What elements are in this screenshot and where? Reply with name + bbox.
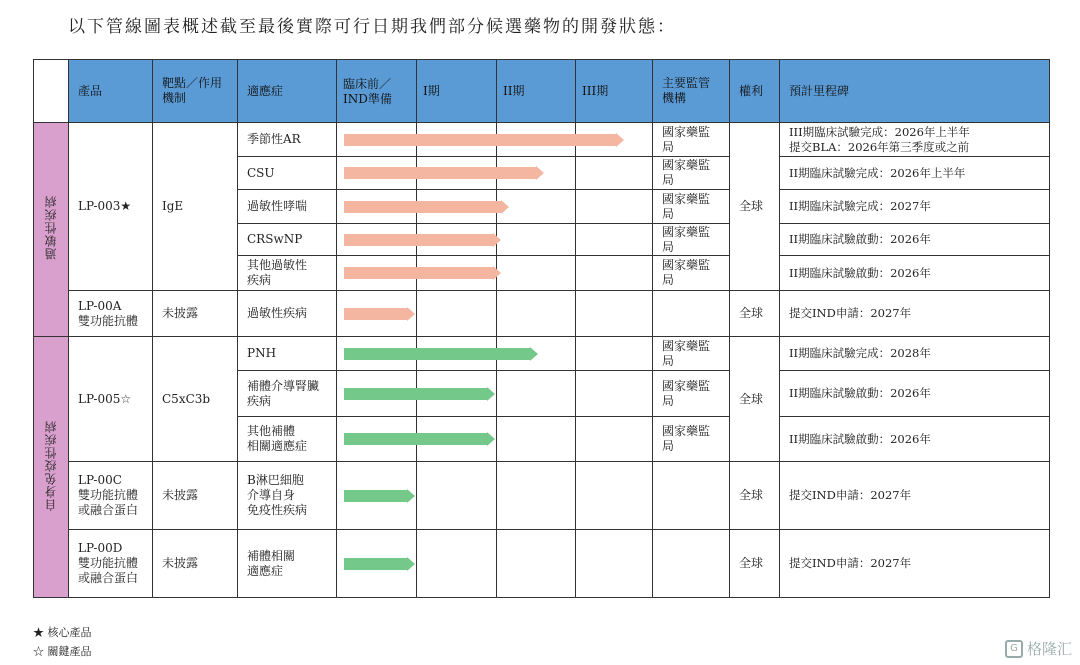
header-phase2: II期: [503, 84, 525, 98]
watermark-logo-icon: G: [1005, 640, 1023, 658]
watermark-text: 格隆汇: [1026, 640, 1072, 658]
product-target: IgE: [153, 123, 238, 291]
progress-cell: [337, 123, 653, 157]
page-title: 以下管線圖表概述截至最後實際可行日期我們部分候選藥物的開發狀態：: [68, 17, 676, 37]
regulator: 國家藥監局: [653, 224, 730, 256]
progress-cell: [337, 530, 653, 598]
progress-cell: [337, 291, 653, 337]
header-rights: 權利: [730, 60, 780, 123]
pipeline-table: [33, 59, 1050, 598]
milestone: II期臨床試驗完成：2027年: [780, 190, 1050, 224]
progress-bar: [344, 308, 407, 320]
indication: B淋巴細胞 介導自身 免疫性疾病: [238, 462, 337, 530]
progress-bar: [344, 201, 501, 213]
product-target: 未披露: [153, 291, 238, 337]
header-corner: [34, 60, 69, 123]
progress-cell: [337, 337, 653, 371]
table-row: [34, 123, 1050, 157]
header-product: 產品: [69, 60, 153, 123]
progress-cell: [337, 371, 653, 417]
indication: CSU: [238, 157, 337, 190]
product-name: LP-00A 雙功能抗體: [69, 291, 153, 337]
indication: 過敏性疾病: [238, 291, 337, 337]
header-phase3: III期: [582, 84, 609, 98]
regulator: [653, 530, 730, 598]
product-target: C5xC3b: [153, 337, 238, 462]
regulator: 國家藥監局: [653, 417, 730, 462]
progress-bar: [344, 388, 487, 400]
rights: 全球: [730, 530, 780, 598]
header-target: 靶點／作用機制: [153, 60, 238, 123]
milestone: 提交IND申請：2027年: [780, 530, 1050, 598]
regulator: 國家藥監局: [653, 190, 730, 224]
product-name: LP-003★: [69, 123, 153, 291]
group-label: [34, 337, 69, 598]
progress-bar: [344, 134, 616, 146]
indication: 其他補體 相關適應症: [238, 417, 337, 462]
indication: 其他過敏性 疾病: [238, 256, 337, 291]
regulator: 國家藥監局: [653, 123, 730, 157]
progress-bar: [344, 490, 407, 502]
header-phases: [337, 60, 653, 123]
progress-cell: [337, 256, 653, 291]
rights: 全球: [730, 462, 780, 530]
regulator: [653, 462, 730, 530]
progress-bar: [344, 558, 407, 570]
progress-bar: [344, 267, 493, 279]
indication: CRSwNP: [238, 224, 337, 256]
milestone: II期臨床試驗啟動：2026年: [780, 256, 1050, 291]
footnote-key: ☆ 關鍵產品: [33, 645, 92, 658]
product-name: LP-00C 雙功能抗體 或融合蛋白: [69, 462, 153, 530]
rights: 全球: [730, 291, 780, 337]
milestone: II期臨床試驗啟動：2026年: [780, 417, 1050, 462]
indication: 過敏性哮喘: [238, 190, 337, 224]
progress-bar: [344, 167, 536, 179]
group-label: [34, 123, 69, 337]
header-row: [34, 60, 1050, 123]
progress-cell: [337, 157, 653, 190]
progress-cell: [337, 417, 653, 462]
milestone: II期臨床試驗啟動：2026年: [780, 224, 1050, 256]
table-row: [34, 337, 1050, 371]
footnote-core: ★ 核心產品: [33, 626, 92, 639]
product-name: LP-00D 雙功能抗體 或融合蛋白: [69, 530, 153, 598]
regulator: [653, 291, 730, 337]
progress-cell: [337, 190, 653, 224]
product-target: 未披露: [153, 462, 238, 530]
progress-cell: [337, 462, 653, 530]
watermark: [1005, 638, 1072, 659]
progress-bar: [344, 234, 493, 246]
regulator: 國家藥監局: [653, 256, 730, 291]
header-milestone: 預計里程碑: [780, 60, 1050, 123]
progress-cell: [337, 224, 653, 256]
milestone: II期臨床試驗完成：2028年: [780, 337, 1050, 371]
regulator: 國家藥監局: [653, 371, 730, 417]
progress-bar: [344, 348, 530, 360]
milestone: 提交IND申請：2027年: [780, 291, 1050, 337]
product-target: 未披露: [153, 530, 238, 598]
table-row: [34, 530, 1050, 598]
rights: 全球: [730, 337, 780, 462]
header-indication: 適應症: [238, 60, 337, 123]
rights: 全球: [730, 123, 780, 291]
table-row: [34, 462, 1050, 530]
group-label-text: 過敏性疾病: [43, 195, 58, 260]
header-regulator: 主要監管機構: [653, 60, 730, 123]
indication: PNH: [238, 337, 337, 371]
header-preclinical: 臨床前／IND準備: [343, 77, 392, 106]
indication: 季節性AR: [238, 123, 337, 157]
indication: 補體相關 適應症: [238, 530, 337, 598]
indication: 補體介導腎臟 疾病: [238, 371, 337, 417]
header-phase1: I期: [423, 84, 440, 98]
table-row: [34, 291, 1050, 337]
milestone: III期臨床試驗完成：2026年上半年 提交BLA：2026年第三季度或之前: [780, 123, 1050, 157]
group-label-text: 自身免疫性疾病: [43, 419, 58, 511]
regulator: 國家藥監局: [653, 157, 730, 190]
regulator: 國家藥監局: [653, 337, 730, 371]
milestone: 提交IND申請：2027年: [780, 462, 1050, 530]
product-name: LP-005☆: [69, 337, 153, 462]
milestone: II期臨床試驗啟動：2026年: [780, 371, 1050, 417]
milestone: II期臨床試驗完成：2026年上半年: [780, 157, 1050, 190]
progress-bar: [344, 433, 487, 445]
